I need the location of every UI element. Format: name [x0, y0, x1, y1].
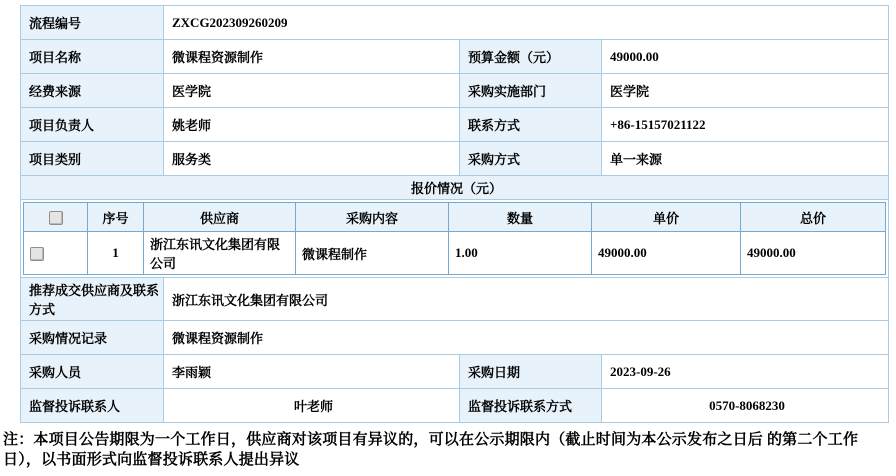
quote-table-header-row	[24, 203, 886, 232]
field-label-purchase-dept: 采购实施部门	[460, 74, 602, 108]
row-process-no	[21, 6, 889, 40]
field-label-complaint-contact: 监督投诉联系人	[21, 389, 164, 423]
field-value-project-leader: 姚老师	[164, 108, 460, 142]
field-value-purchase-record: 微课程资源制作	[164, 321, 889, 355]
row-quote-section-title	[21, 176, 889, 200]
row-purchase-record	[21, 321, 889, 355]
row-type-method	[21, 142, 889, 176]
field-value-process-no: ZXCG202309260209	[164, 6, 889, 40]
col-header-supplier: 供应商	[144, 203, 296, 232]
col-header-content: 采购内容	[296, 203, 449, 232]
field-label-project-type: 项目类别	[21, 142, 164, 176]
field-label-recommended-supplier: 推荐成交供应商及联系方式	[21, 278, 164, 321]
quote-section-title: 报价情况（元）	[21, 176, 889, 200]
field-label-fund-source: 经费来源	[21, 74, 164, 108]
cell-unit-price: 49000.00	[592, 232, 741, 275]
field-value-fund-source: 医学院	[164, 74, 460, 108]
field-label-purchase-method: 采购方式	[460, 142, 602, 176]
select-all-cell	[24, 203, 88, 232]
cell-content: 微课程制作	[296, 232, 449, 275]
field-value-purchase-dept: 医学院	[602, 74, 889, 108]
field-value-complaint-phone: 0570-8068230	[602, 389, 889, 423]
row-project-name-budget	[21, 40, 889, 74]
cell-seq: 1	[88, 232, 144, 275]
quote-table-container	[21, 200, 889, 278]
col-header-seq: 序号	[88, 203, 144, 232]
field-value-recommended-supplier: 浙江东讯文化集团有限公司	[164, 278, 889, 321]
field-value-purchase-date: 2023-09-26	[602, 355, 889, 389]
row-select-cell	[24, 232, 88, 275]
col-header-unit-price: 单价	[592, 203, 741, 232]
cell-total-price: 49000.00	[741, 232, 886, 275]
field-value-purchaser: 李雨颖	[164, 355, 460, 389]
footer-note: 注：本项目公告期限为一个工作日，供应商对该项目有异议的，可以在公示期限内（截止时间为本公示发布之日后 的第二个工作日），以书面形式向监督投诉联系人提出异议	[3, 432, 859, 468]
field-value-project-type: 服务类	[164, 142, 460, 176]
row-purchaser-date	[21, 355, 889, 389]
cell-supplier: 浙江东讯文化集团有限公司	[144, 232, 296, 275]
quote-table	[23, 202, 886, 275]
field-value-complaint-contact: 叶老师	[164, 389, 460, 423]
field-value-budget: 49000.00	[602, 40, 889, 74]
field-label-complaint-phone: 监督投诉联系方式	[460, 389, 602, 423]
field-value-contact: +86-15157021122	[602, 108, 889, 142]
field-label-process-no: 流程编号	[21, 6, 164, 40]
quote-table-row	[24, 232, 886, 275]
field-label-purchase-date: 采购日期	[460, 355, 602, 389]
row-fund-dept	[21, 74, 889, 108]
col-header-qty: 数量	[449, 203, 592, 232]
field-label-contact: 联系方式	[460, 108, 602, 142]
field-label-purchase-record: 采购情况记录	[21, 321, 164, 355]
procurement-form-table	[20, 5, 889, 423]
field-value-purchase-method: 单一来源	[602, 142, 889, 176]
select-all-checkbox[interactable]	[49, 211, 63, 225]
row-select-checkbox[interactable]	[30, 247, 44, 261]
row-complaint-contact	[21, 389, 889, 423]
row-recommended-supplier	[21, 278, 889, 321]
row-leader-contact	[21, 108, 889, 142]
field-label-purchaser: 采购人员	[21, 355, 164, 389]
row-quote-table	[21, 200, 889, 278]
field-label-project-leader: 项目负责人	[21, 108, 164, 142]
field-label-budget: 预算金额（元）	[460, 40, 602, 74]
col-header-total-price: 总价	[741, 203, 886, 232]
field-value-project-name: 微课程资源制作	[164, 40, 460, 74]
cell-qty: 1.00	[449, 232, 592, 275]
field-label-project-name: 项目名称	[21, 40, 164, 74]
